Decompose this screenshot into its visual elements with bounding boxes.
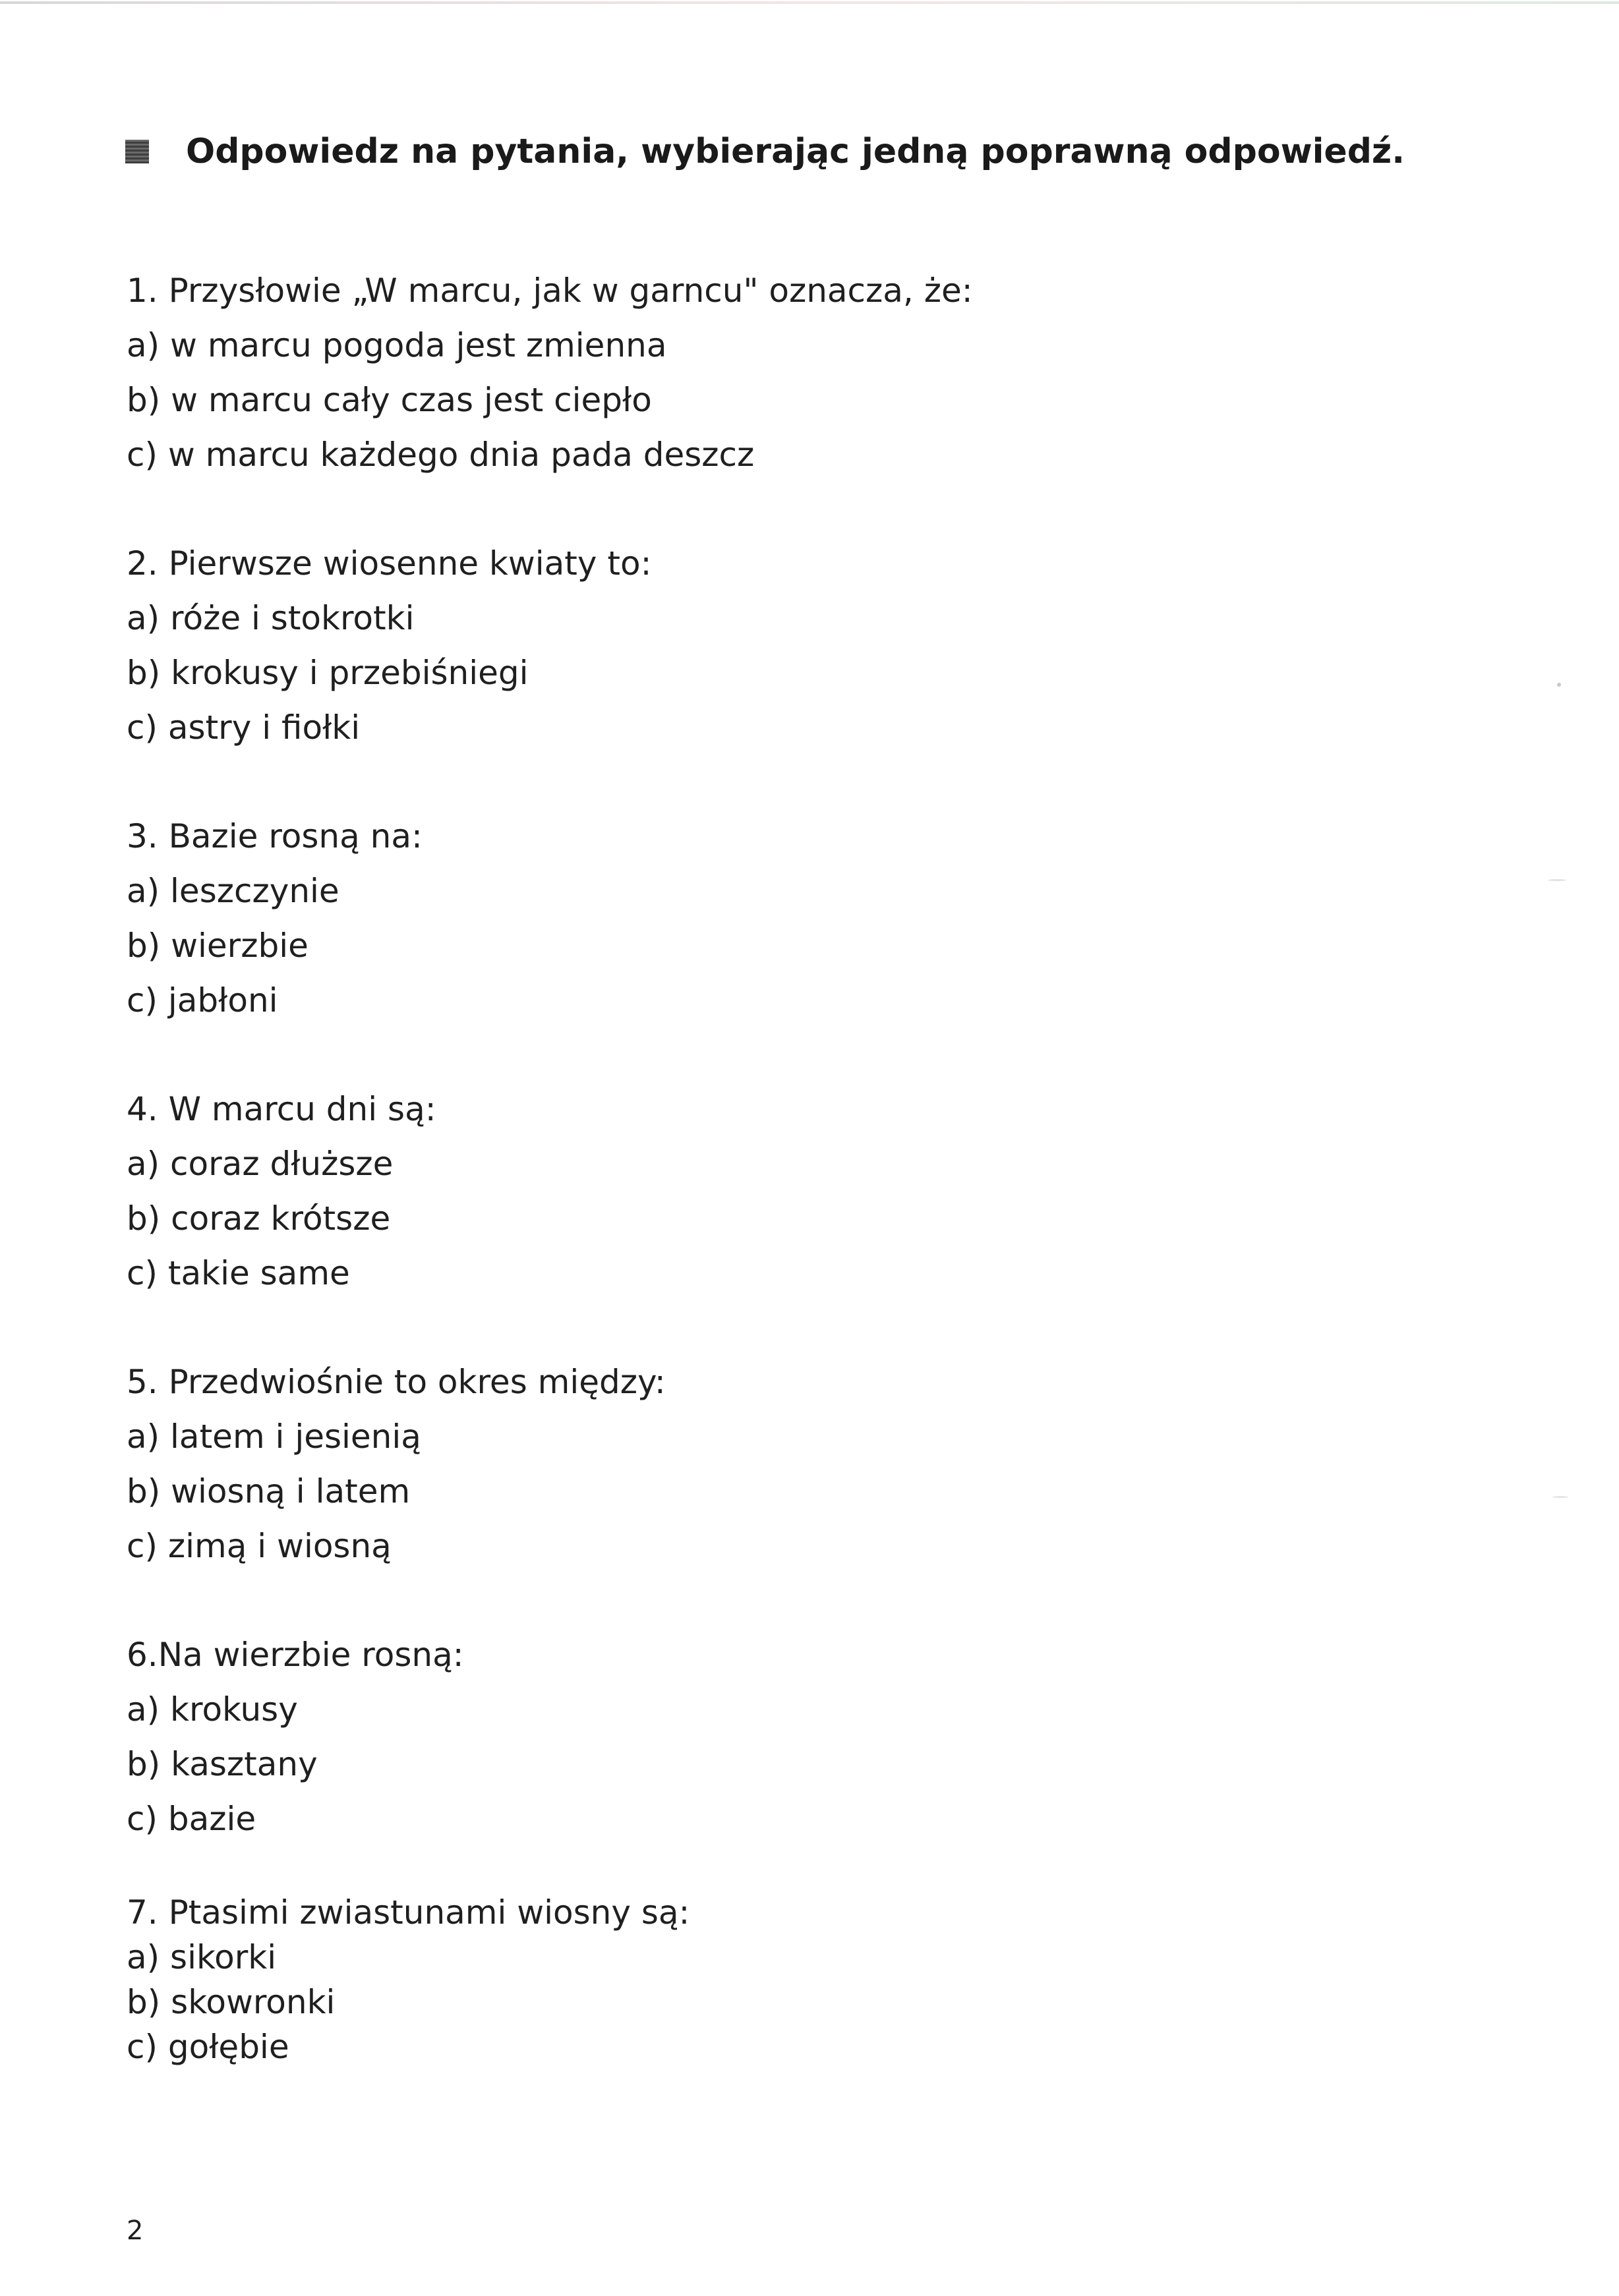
- scan-speck: [1548, 879, 1566, 881]
- answer-c: c) zimą i wiosną: [127, 1527, 392, 1565]
- instruction-title: Odpowiedz na pytania, wybierając jedną poprawną odpowiedź.: [186, 132, 1405, 171]
- question-7: [127, 1890, 690, 2069]
- answer-a: a) leszczynie: [127, 872, 339, 910]
- answer-a: a) sikorki: [127, 1938, 277, 1976]
- answer-b: b) coraz krótsze: [127, 1199, 391, 1238]
- answer-a: a) w marcu pogoda jest zmienna: [127, 326, 667, 364]
- question-text: 7. Ptasimi zwiastunami wiosny są:: [127, 1893, 690, 1932]
- answer-a: a) coraz dłuższe: [127, 1145, 394, 1183]
- answer-c: c) w marcu każdego dnia pada deszcz: [127, 436, 755, 474]
- square-bullet-icon: [125, 140, 149, 163]
- question-3: [127, 809, 423, 1028]
- page-top-edge: [0, 1, 1619, 4]
- answer-b: b) krokusy i przebiśniegi: [127, 654, 529, 692]
- question-text: 5. Przedwiośnie to okres między:: [127, 1363, 666, 1401]
- answer-c: c) astry i fiołki: [127, 708, 361, 747]
- question-2: [127, 536, 651, 755]
- answer-b: b) kasztany: [127, 1745, 318, 1783]
- instruction-header: [125, 122, 1405, 181]
- answer-b: b) wierzbie: [127, 927, 309, 965]
- question-4: [127, 1082, 436, 1301]
- page-number: 2: [127, 2216, 144, 2246]
- answer-b: b) skowronki: [127, 1983, 336, 2021]
- answer-b: b) wiosną i latem: [127, 1472, 411, 1510]
- question-1: [127, 264, 973, 482]
- answer-c: c) bazie: [127, 1800, 256, 1838]
- scan-speck: [1557, 683, 1561, 687]
- question-text: 4. W marcu dni są:: [127, 1090, 436, 1128]
- answer-c: c) takie same: [127, 1254, 350, 1292]
- question-text: 2. Pierwsze wiosenne kwiaty to:: [127, 544, 652, 583]
- answer-a: a) latem i jesienią: [127, 1418, 421, 1456]
- question-6: [127, 1628, 464, 1847]
- answer-a: a) róże i stokrotki: [127, 599, 415, 637]
- answer-c: c) jabłoni: [127, 981, 278, 1019]
- answer-b: b) w marcu cały czas jest ciepło: [127, 381, 652, 419]
- question-text: 1. Przysłowie „W marcu, jak w garncu" oznacza, że:: [127, 272, 973, 310]
- question-text: 3. Bazie rosną na:: [127, 817, 423, 855]
- question-text: 6.Na wierzbie rosną:: [127, 1636, 464, 1674]
- scan-speck: [1552, 1496, 1568, 1498]
- question-5: [127, 1355, 666, 1574]
- answer-a: a) krokusy: [127, 1690, 298, 1729]
- answer-c: c) gołębie: [127, 2028, 289, 2066]
